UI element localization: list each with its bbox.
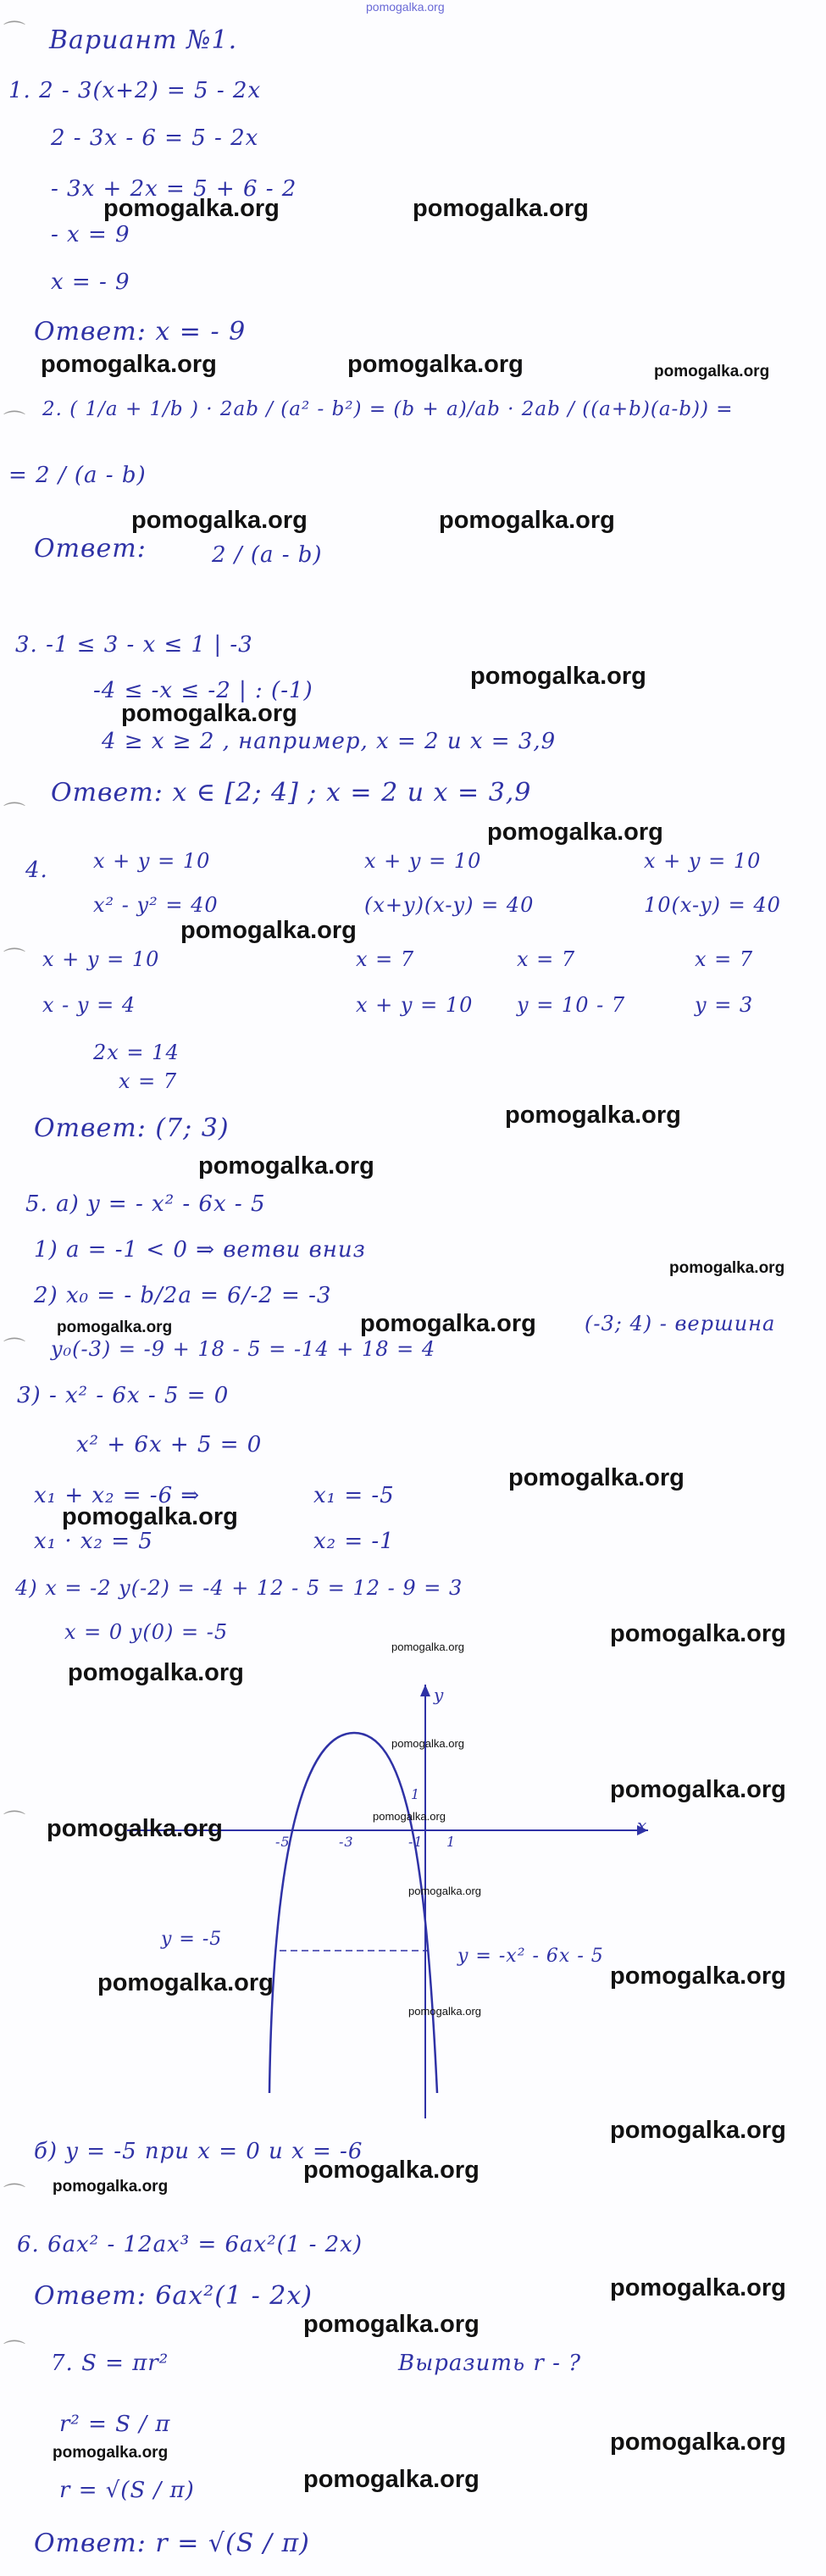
hole-mark: ⌒ xyxy=(3,2183,26,2208)
tick-y-1: 1 xyxy=(411,1786,421,1802)
task5-line1: 5. a) y = - x² - 6x - 5 xyxy=(25,1191,266,1217)
task7-line3: r = √(S / π) xyxy=(59,2478,195,2503)
task5-line4: y₀(-3) = -9 + 18 - 5 = -14 + 18 = 4 xyxy=(51,1337,436,1361)
watermark: pomogalka.org xyxy=(53,2178,169,2196)
task1-line3: - 3x + 2x = 5 + 6 - 2 xyxy=(51,176,297,202)
watermark: pomogalka.org xyxy=(303,2466,480,2493)
task4-sum-line1: 2x = 14 xyxy=(93,1041,180,1064)
watermark: pomogalka.org xyxy=(391,1641,464,1653)
watermark: pomogalka.org xyxy=(391,1737,464,1750)
task4-sys4-eq2: x - y = 4 xyxy=(42,993,136,1017)
watermark: pomogalka.org xyxy=(347,351,524,378)
task2-answer-value: 2 / (a - b) xyxy=(212,542,323,568)
line-label: y = -5 xyxy=(161,1929,223,1950)
task7-line2: r² = S / π xyxy=(59,2412,171,2437)
task5-line8b: x₂ = -1 xyxy=(313,1529,395,1554)
watermark: pomogalka.org xyxy=(508,1464,685,1491)
hole-mark: ⌒ xyxy=(3,802,26,827)
curve-label: y = -x² - 6x - 5 xyxy=(457,1946,604,1967)
watermark: pomogalka.org xyxy=(121,700,297,727)
watermark: pomogalka.org xyxy=(373,1810,446,1823)
tick-minus-5: -5 xyxy=(275,1834,291,1850)
task4-sys1-eq2: x² - y² = 40 xyxy=(93,893,219,917)
watermark: pomogalka.org xyxy=(57,1319,173,1336)
tick-x-1: 1 xyxy=(446,1834,457,1850)
watermark: pomogalka.org xyxy=(47,1815,223,1842)
task5-line3: 2) x₀ = - b/2a = 6/-2 = -3 xyxy=(34,1283,332,1308)
task2-line1: 2. ( 1/a + 1/b ) · 2ab / (a² - b²) = (b + a)/ab · 2ab / ((a+b)(a-b)) = xyxy=(42,398,734,420)
watermark: pomogalka.org xyxy=(408,1885,481,1897)
task1-line5: x = - 9 xyxy=(51,269,130,295)
task1-line4: - x = 9 xyxy=(51,222,130,247)
watermark: pomogalka.org xyxy=(610,1776,786,1803)
task5-line10: x = 0 y(0) = -5 xyxy=(64,1620,229,1644)
watermark: pomogalka.org xyxy=(487,819,663,846)
task2-answer-label: Ответ: xyxy=(34,534,147,564)
task1-answer: Ответ: x = - 9 xyxy=(34,317,247,347)
task4-sys3-eq1: x + y = 10 xyxy=(644,849,762,873)
watermark: pomogalka.org xyxy=(303,2157,480,2184)
watermark: pomogalka.org xyxy=(103,195,280,222)
watermark: pomogalka.org xyxy=(439,507,615,534)
task4-sys6-eq1: x = 7 xyxy=(517,947,576,971)
watermark: pomogalka.org xyxy=(41,351,217,378)
task5-vertex: (-3; 4) - вершина xyxy=(585,1312,776,1335)
task3-line3: 4 ≥ x ≥ 2 , например, x = 2 и x = 3,9 xyxy=(102,729,557,754)
task4-sys2-eq1: x + y = 10 xyxy=(364,849,482,873)
task5-line7b: x₁ = -5 xyxy=(313,1483,395,1508)
watermark: pomogalka.org xyxy=(654,363,770,380)
watermark: pomogalka.org xyxy=(408,2005,481,2018)
watermark: pomogalka.org xyxy=(97,1969,274,1996)
watermark: pomogalka.org xyxy=(68,1659,244,1686)
task5-line7: x₁ + x₂ = -6 ⇒ xyxy=(34,1483,201,1508)
task2-line2: = 2 / (a - b) xyxy=(8,463,147,488)
tick-minus-3: -3 xyxy=(339,1834,354,1850)
site-header-link[interactable]: pomogalka.org xyxy=(366,0,445,14)
task5-part-b: б) y = -5 при x = 0 и x = -6 xyxy=(34,2139,363,2164)
variant-title: Вариант №1. xyxy=(49,25,238,55)
task3-line2: -4 ≤ -x ≤ -2 | : (-1) xyxy=(93,678,313,703)
task5-line2: 1) a = -1 < 0 ⇒ ветви вниз xyxy=(34,1237,366,1263)
task4-sys1-eq1: x + y = 10 xyxy=(93,849,211,873)
task4-sys4-eq1: x + y = 10 xyxy=(42,947,160,971)
task6-line1: 6. 6ax² - 12ax³ = 6ax²(1 - 2x) xyxy=(17,2232,363,2257)
task6-answer: Ответ: 6ax²(1 - 2x) xyxy=(34,2281,313,2311)
watermark: pomogalka.org xyxy=(303,2311,480,2338)
task5-line6: x² + 6x + 5 = 0 xyxy=(76,1432,263,1457)
task4-answer: Ответ: (7; 3) xyxy=(34,1113,230,1143)
task4-sys7-eq1: x = 7 xyxy=(695,947,754,971)
tick-minus-1: -1 xyxy=(408,1834,424,1850)
watermark: pomogalka.org xyxy=(610,2429,786,2456)
task4-sys5-eq2: x + y = 10 xyxy=(356,993,474,1017)
task4-sys7-eq2: y = 3 xyxy=(695,993,754,1017)
watermark: pomogalka.org xyxy=(470,663,646,690)
watermark: pomogalka.org xyxy=(610,2274,786,2301)
task4-sum-line2: x = 7 xyxy=(119,1069,178,1093)
task7-task: Выразить r - ? xyxy=(398,2351,582,2376)
hole-mark: ⌒ xyxy=(3,947,26,973)
watermark: pomogalka.org xyxy=(53,2444,169,2462)
task4-sys6-eq2: y = 10 - 7 xyxy=(517,993,626,1017)
hole-mark: ⌒ xyxy=(3,1337,26,1363)
task4-sys5-eq1: x = 7 xyxy=(356,947,415,971)
hole-mark: ⌒ xyxy=(3,410,26,436)
axis-y-label: y xyxy=(434,1685,445,1705)
watermark: pomogalka.org xyxy=(131,507,308,534)
task7-answer: Ответ: r = √(S / π) xyxy=(34,2529,310,2558)
task5-line5: 3) - x² - 6x - 5 = 0 xyxy=(17,1383,230,1408)
hole-mark: ⌒ xyxy=(3,20,26,46)
task3-line1: 3. -1 ≤ 3 - x ≤ 1 | -3 xyxy=(15,632,253,658)
task5-line9: 4) x = -2 y(-2) = -4 + 12 - 5 = 12 - 9 = 3 xyxy=(15,1576,463,1600)
watermark: pomogalka.org xyxy=(610,2117,786,2144)
task4-sys3-eq2: 10(x-y) = 40 xyxy=(644,893,781,917)
watermark: pomogalka.org xyxy=(180,917,357,944)
watermark: pomogalka.org xyxy=(610,1963,786,1990)
watermark: pomogalka.org xyxy=(505,1102,681,1129)
task5-line8: x₁ · x₂ = 5 xyxy=(34,1529,153,1554)
watermark: pomogalka.org xyxy=(62,1503,238,1530)
watermark: pomogalka.org xyxy=(360,1310,536,1337)
watermark: pomogalka.org xyxy=(669,1259,785,1277)
watermark: pomogalka.org xyxy=(198,1152,374,1180)
watermark: pomogalka.org xyxy=(610,1620,786,1647)
watermark: pomogalka.org xyxy=(413,195,589,222)
axis-x-label: x xyxy=(637,1815,648,1835)
task4-sys2-eq2: (x+y)(x-y) = 40 xyxy=(364,893,535,917)
hole-mark: ⌒ xyxy=(3,1810,26,1835)
task1-line2: 2 - 3x - 6 = 5 - 2x xyxy=(51,125,259,151)
task7-line1: 7. S = πr² xyxy=(51,2351,169,2376)
y-axis-arrow xyxy=(420,1685,430,1696)
task4-number: 4. xyxy=(25,858,48,883)
task3-answer: Ответ: x ∈ [2; 4] ; x = 2 и x = 3,9 xyxy=(51,778,532,808)
hole-mark: ⌒ xyxy=(3,2340,26,2365)
task1-line1: 1. 2 - 3(x+2) = 5 - 2x xyxy=(8,78,262,103)
